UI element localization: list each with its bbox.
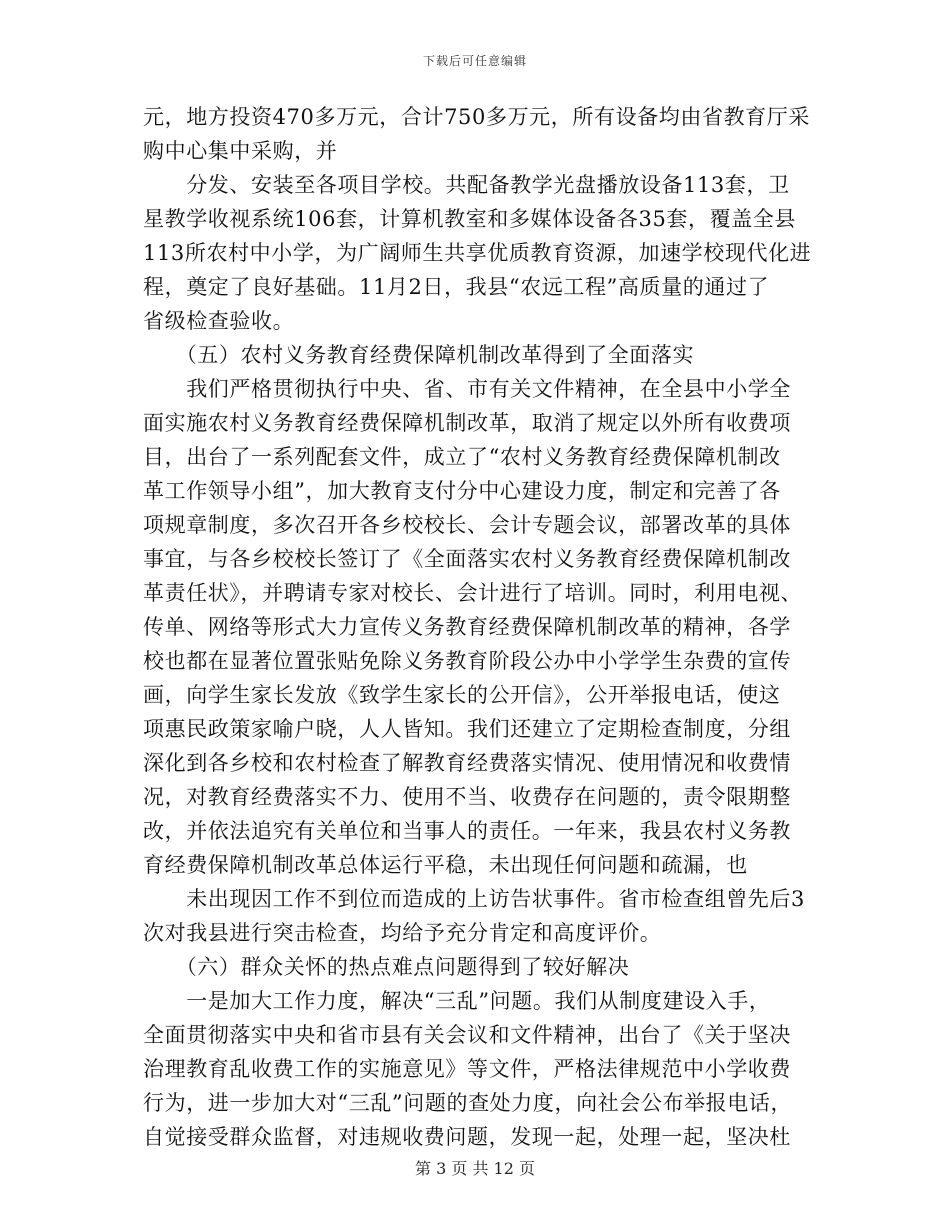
text-line: （六）群众关怀的热点难点问题得到了较好解决 xyxy=(143,955,630,979)
text-line: 目，出台了一系列配套文件，成立了“农村义务教育经费保障机制改 xyxy=(143,445,781,469)
page-footer: 第 3 页 共 12 页 xyxy=(415,1159,535,1178)
text-line: 项惠民政策家喻户晓，人人皆知。我们还建立了定期检查制度，分组 xyxy=(143,717,791,741)
page-header: 下载后可任意编辑 xyxy=(422,54,527,68)
text-line: 一是加大工作力度，解决“三乱”问题。我们从制度建设入手， xyxy=(143,989,771,1013)
text-line: 分发、安装至各项目学校。共配备教学光盘播放设备113套，卫 xyxy=(143,173,790,197)
text-line: 改，并依法追究有关单位和当事人的责任。一年来，我县农村义务教 xyxy=(143,819,791,843)
text-line: 次对我县进行突击检查，均给予充分肯定和高度评价。 xyxy=(143,921,662,945)
text-line: 项规章制度，多次召开各乡校校长、会计专题会议，部署改革的具体 xyxy=(143,513,791,537)
text-line: 自觉接受群众监督，对违规收费问题，发现一起，处理一起，坚决杜 xyxy=(143,1125,791,1149)
text-line: 未出现因工作不到位而造成的上访告状事件。省市检查组曾先后3 xyxy=(143,887,805,911)
text-line: 面实施农村义务教育经费保障机制改革，取消了规定以外所有收费项 xyxy=(143,411,791,435)
text-line: 113所农村中小学，为广阔师生共享优质教育资源，加速学校现代化进 xyxy=(143,241,812,265)
document-body xyxy=(143,100,815,1154)
text-line: 画，向学生家长发放《致学生家长的公开信》，公开举报电话，使这 xyxy=(143,683,781,707)
text-line: 治理教育乱收费工作的实施意见》等文件，严格法律规范中小学收费 xyxy=(143,1057,791,1081)
text-line: （五）农村义务教育经费保障机制改革得到了全面落实 xyxy=(143,343,695,367)
text-line: 育经费保障机制改革总体运行平稳，未出现任何问题和疏漏，也 xyxy=(143,853,748,877)
text-line: 元，地方投资470多万元，合计750多万元，所有设备均由省教育厅采 xyxy=(143,105,810,129)
text-line: 全面贯彻落实中央和省市县有关会议和文件精神，出台了《关于坚决 xyxy=(143,1023,791,1047)
text-line: 事宜，与各乡校校长签订了《全面落实农村义务教育经费保障机制改 xyxy=(143,547,791,571)
text-line: 省级检查验收。 xyxy=(143,309,295,333)
text-line: 深化到各乡校和农村检查了解教育经费落实情况、使用情况和收费情 xyxy=(143,751,791,775)
text-line: 我们严格贯彻执行中央、省、市有关文件精神，在全县中小学全 xyxy=(143,377,791,401)
text-line: 程，奠定了良好基础。11月2日，我县“农远工程”高质量的通过了 xyxy=(143,275,770,299)
text-line: 革工作领导小组”，加大教育支付分中心建设力度，制定和完善了各 xyxy=(143,479,781,503)
text-line: 星教学收视系统106套，计算机教室和多媒体设备各35套，覆盖全县 xyxy=(143,207,797,231)
text-line: 校也都在显著位置张贴免除义务教育阶段公办中小学学生杂费的宣传 xyxy=(143,649,791,673)
text-line: 传单、网络等形式大力宣传义务教育经费保障机制改革的精神，各学 xyxy=(143,615,791,639)
text-line: 行为，进一步加大对“三乱”问题的查处力度，向社会公布举报电话， xyxy=(143,1091,793,1115)
text-line: 革责任状》，并聘请专家对校长、会计进行了培训。同时，利用电视、 xyxy=(143,581,803,605)
text-line: 购中心集中采购，并 xyxy=(143,139,338,163)
text-line: 况，对教育经费落实不力、使用不当、收费存在问题的，责令限期整 xyxy=(143,785,791,809)
